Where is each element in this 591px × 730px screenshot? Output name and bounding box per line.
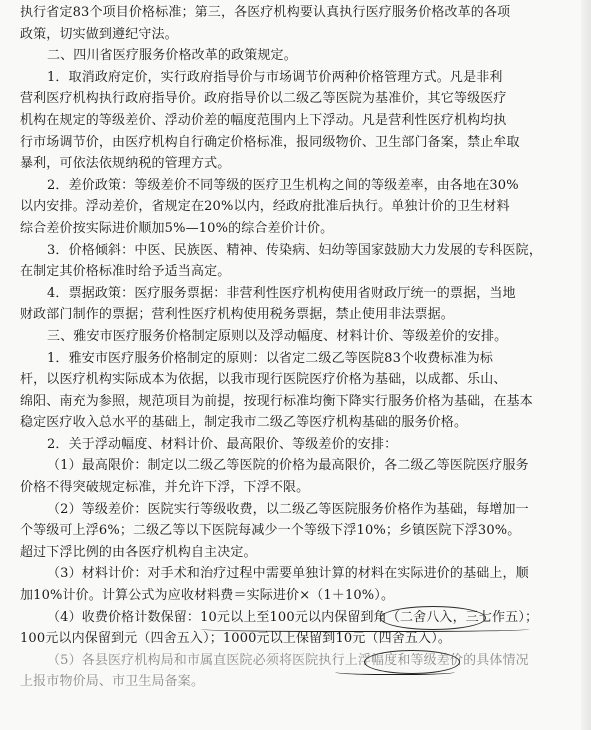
text-line: 行市场调节价，由医疗机构自行确定价格标准，报同级物价、卫生部门备案，禁止牟取 xyxy=(20,134,520,150)
handwritten-circle xyxy=(380,606,486,630)
text-line: 价格不得突破规定标准，并允许下浮，下浮不限。 xyxy=(20,480,310,496)
text-line: 4．票据政策：医疗服务票据：非营利性医疗机构使用省财政厅统一的票据，当地 xyxy=(47,285,516,301)
text-line: 综合差价按实际进价顺加5%—10%的综合差价计价。 xyxy=(20,220,334,236)
section-heading: 二、四川省医疗服务价格改革的政策规定。 xyxy=(47,48,297,64)
text-line: 机构在规定的等级差价、浮动价差的幅度范围内上下浮动。凡是营利性医疗机构均执 xyxy=(20,112,507,128)
text-line: （1）最高限价：制定以二级乙等医院的价格为最高限价，各二级乙等医院医疗服务 xyxy=(47,458,529,474)
text-line: 绵阳、南充为参照，规范项目为前提，按现行标准均衡下降实行服务价格为基础，在基本 xyxy=(20,393,533,409)
text-line: （5）各县医疗机构局和市属直医院必须将医院执行上浮幅度和等级差价的具体情况 xyxy=(47,652,529,668)
text-line: 2．差价政策：等级差价不同等级的医疗卫生机构之间的等级差率，由各地在30% xyxy=(47,177,519,193)
text-line: 在制定其价格标准时给予适当高定。 xyxy=(20,264,231,280)
text-line: （2）等级差价：医院实行等级收费，以二级乙等医院服务价格作为基础，每增加一 xyxy=(47,501,529,517)
text-line: 1．取消政府定价，实行政府指导价与市场调节价两种价格管理方式。凡是非利 xyxy=(47,69,503,85)
text-line: 财政部门制作的票据；营利性医疗机构使用税务票据，禁止使用非法票据。 xyxy=(20,307,454,323)
text-line: 个等级可上浮6%；二级乙等以下医院每减少一个等级下浮10%；乡镇医院下浮30%。 xyxy=(20,523,521,539)
text-line: 以内安排。浮动差价，省规定在20%以内，经政府批准后执行。单独计价的卫生材料 xyxy=(20,199,510,215)
text-line: 加10%计价。计算公式为应收材料费＝实际进价×（1＋10%）。 xyxy=(20,588,395,604)
text-line: 营利医疗机构执行政府指导价。政府指导价以二级乙等医院为基准价，其它等级医疗 xyxy=(20,91,507,107)
text-line: 超过下浮比例的由各医疗机构自主决定。 xyxy=(20,544,257,560)
document-body xyxy=(20,2,580,693)
text-line: 2．关于浮动幅度、材料计价、最高限价、等级差价的安排： xyxy=(47,436,398,452)
scan-edge-shadow xyxy=(581,0,591,730)
section-heading: 三、雅安市医疗服务价格制定原则以及浮动幅度、材料计价、等级差价的安排。 xyxy=(47,328,508,344)
text-line: 3．价格倾斜：中医、民族医、精神、传染病、妇幼等国家鼓励大力发展的专科医院， xyxy=(47,242,542,258)
text-line: 政策，切实做到遵纪守法。 xyxy=(20,26,178,42)
text-line: （3）材料计价：对手术和治疗过程中需要单独计算的材料在实际进价的基础上，顺 xyxy=(47,566,529,582)
handwritten-underline xyxy=(200,625,530,632)
text-line: 执行省定83个项目价格标准；第三，各医疗机构要认真执行医疗服务价格改革的各项 xyxy=(20,5,511,20)
text-line: 杆，以医疗机构实际成本为依据，以我市现行医院医疗价格为基础，以成都、乐山、 xyxy=(20,372,507,388)
text-line: （4）收费价格计数保留：10元以上至100元以内保留到角（二舍八入，三七作五）； xyxy=(47,609,539,625)
text-line: 暴利，可依法依规纳税的管理方式。 xyxy=(20,156,231,172)
text-line: 稳定医疗收入总水平的基础上，制定我市二级乙等医疗机构基础的服务价格。 xyxy=(20,415,468,431)
text-line: 1．雅安市医疗服务价格制定的原则：以省定二级乙等医院83个收费标准为标 xyxy=(47,350,494,366)
text-line: 100元以内保留到元（四舍五入）；1000元以上保留到10元（四舍五入）。 xyxy=(20,631,451,647)
handwritten-circle xyxy=(364,650,460,674)
text-line: 上报市物价局、市卫生局备案。 xyxy=(20,674,205,690)
